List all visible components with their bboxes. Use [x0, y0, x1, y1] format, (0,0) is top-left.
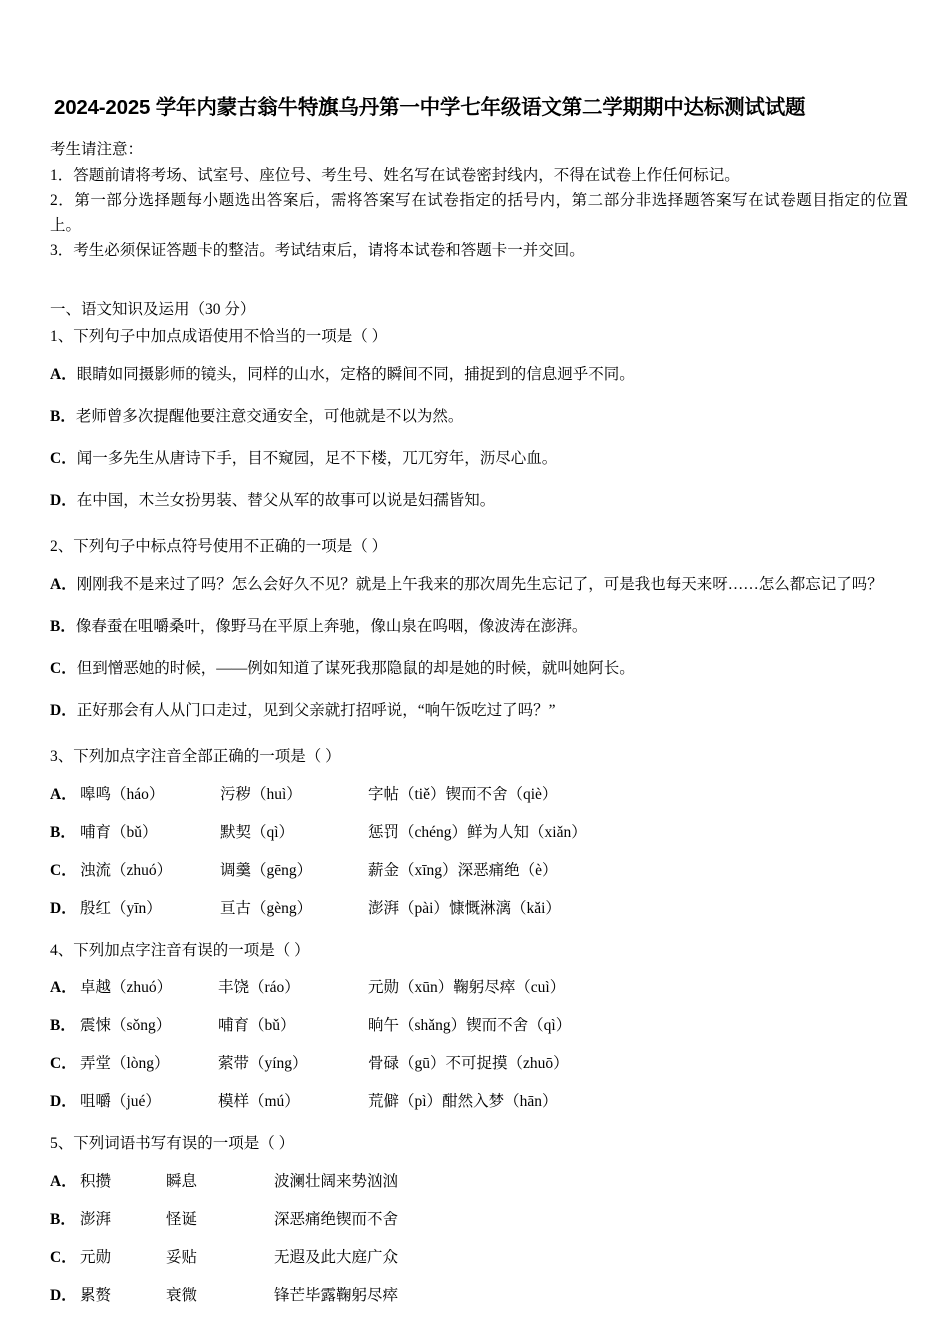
- option-b[interactable]: [50, 606, 908, 648]
- option-cell-3: 元勋（xūn）: [368, 979, 454, 997]
- option-cell-2: 妥贴: [166, 1249, 198, 1267]
- option-cell-2: 模样（mú）: [218, 1093, 300, 1111]
- option-cell-3: 深恶痛绝: [274, 1211, 337, 1229]
- option-text: 刚刚我不是来过了吗？怎么会好久不见？就是上午我来的那次周先生忘记了，可是我也每天来呀……怎么都忘记了吗？: [76, 575, 883, 593]
- option-cell-1: 殷红（yīn）: [80, 899, 162, 917]
- option-text: 像春蚕在咀嚼桑叶，像野马在平原上奔驰，像山泉在呜咽，像波涛在澎湃。: [75, 617, 588, 635]
- option-cell-1: 浊流（zhuó）: [80, 861, 173, 879]
- option-cell-3: 无遐及此: [274, 1249, 337, 1267]
- option-cell-1: 咀嚼（jué）: [80, 1093, 161, 1111]
- option-label: A．: [50, 1173, 77, 1191]
- question-1: [48, 325, 908, 522]
- section-heading-1: 一、语文知识及运用（30 分）: [50, 301, 256, 319]
- option-a[interactable]: [50, 564, 908, 606]
- option-cell-2: 丰饶（ráo）: [218, 979, 300, 997]
- notice-item-3: 3．考生必须保证答题卡的整洁。考试结束后，请将本试卷和答题卡一并交回。: [50, 242, 585, 260]
- option-label: C．: [50, 659, 77, 677]
- option-a[interactable]: [50, 774, 908, 812]
- option-cell-4: 不可捉摸（zhuō）: [445, 1055, 569, 1073]
- option-cell-1: 卓越（zhuó）: [80, 979, 173, 997]
- option-label: C．: [50, 861, 77, 879]
- option-label: C．: [50, 449, 77, 467]
- question-2: [48, 535, 908, 732]
- option-cell-3: 字帖（tiě）: [368, 785, 446, 803]
- option-label: B．: [50, 1211, 76, 1229]
- option-cell-2: 污秽（huì）: [220, 785, 302, 803]
- option-cell-3: 惩罚（chéng）: [368, 823, 468, 841]
- option-cell-4: 锲而不舍: [336, 1211, 399, 1229]
- option-c[interactable]: [50, 438, 908, 480]
- option-cell-3: 骨碌（gū）: [368, 1055, 446, 1073]
- question-3: [48, 745, 908, 926]
- option-b[interactable]: [50, 812, 908, 850]
- option-cell-3: 薪金（xīng）: [368, 861, 458, 879]
- option-cell-4: 大庭广众: [336, 1249, 399, 1267]
- option-cell-3: 晌午（shǎng）: [368, 1017, 467, 1035]
- option-cell-4: 锲而不舍（qì）: [466, 1017, 572, 1035]
- option-label: A．: [50, 365, 77, 383]
- option-a[interactable]: [50, 967, 908, 1005]
- question-5: [48, 1132, 908, 1313]
- option-c[interactable]: [50, 648, 908, 690]
- option-cell-1: 澎湃: [80, 1211, 112, 1229]
- option-d[interactable]: [50, 480, 908, 522]
- option-label: A．: [50, 575, 77, 593]
- option-cell-2: 调羹（gēng）: [220, 861, 313, 879]
- option-text: 但到憎恶她的时候，——例如知道了谋死我那隐鼠的却是她的时候，就叫她阿长。: [76, 659, 635, 677]
- option-label: B．: [50, 617, 76, 635]
- option-cell-1: 累赘: [80, 1287, 112, 1305]
- option-cell-4: 慷慨淋漓（kǎi）: [448, 899, 561, 917]
- question-stem: 2、下列句子中标点符号使用不正确的一项是（ ）: [50, 538, 388, 555]
- question-stem: 4、下列加点字注音有误的一项是（ ）: [50, 941, 310, 959]
- option-label: C．: [50, 1055, 77, 1073]
- option-label: A．: [50, 979, 77, 997]
- question-stem: 3、下列加点字注音全部正确的一项是（ ）: [50, 747, 341, 765]
- option-cell-2: 默契（qì）: [220, 823, 295, 841]
- option-text: 正好那会有人从门口走过，见到父亲就打招呼说，“响午饭吃过了吗？”: [76, 701, 556, 719]
- notice-heading: 考生请注意：: [50, 140, 144, 158]
- option-cell-2: 怪诞: [166, 1211, 198, 1229]
- question-4: [48, 939, 908, 1120]
- option-text: 眼睛如同摄影师的镜头，同样的山水，定格的瞬间不同，捕捉到的信息迥乎不同。: [76, 365, 635, 383]
- option-d[interactable]: [50, 888, 908, 926]
- option-c[interactable]: [50, 850, 908, 888]
- option-c[interactable]: [50, 1043, 908, 1081]
- option-cell-4: 锲而不舍（qiè）: [445, 785, 558, 803]
- option-b[interactable]: [50, 396, 908, 438]
- option-cell-4: 鲜为人知（xiǎn）: [467, 823, 587, 841]
- option-cell-4: 酣然入梦（hān）: [442, 1093, 558, 1111]
- option-cell-4: 鞠躬尽瘁（cuì）: [453, 979, 566, 997]
- option-cell-4: 鞠躬尽瘁: [336, 1287, 399, 1305]
- page-title: 2024-2025 学年内蒙古翁牛特旗乌丹第一中学七年级语文第二学期期中达标测试试题: [54, 96, 806, 119]
- option-a[interactable]: [50, 354, 908, 396]
- option-c[interactable]: [50, 1237, 908, 1275]
- option-label: D．: [50, 1093, 77, 1111]
- option-cell-3: 波澜壮阔: [274, 1173, 337, 1191]
- option-cell-1: 元勋: [80, 1249, 112, 1267]
- candidate-notice: [50, 137, 908, 264]
- option-cell-2: 衰微: [166, 1287, 198, 1305]
- option-cell-4: 深恶痛绝（è）: [457, 861, 558, 879]
- option-cell-3: 荒僻（pì）: [368, 1093, 443, 1111]
- option-label: D．: [50, 899, 77, 917]
- option-label: C．: [50, 1249, 77, 1267]
- option-b[interactable]: [50, 1199, 908, 1237]
- option-cell-1: 嗥鸣（háo）: [80, 785, 165, 803]
- question-stem: 5、下列词语书写有误的一项是（ ）: [50, 1135, 295, 1153]
- option-a[interactable]: [50, 1161, 908, 1199]
- option-text: 闻一多先生从唐诗下手，目不窥园，足不下楼，兀兀穷年，沥尽心血。: [76, 449, 558, 467]
- option-label: D．: [50, 1287, 77, 1305]
- option-cell-1: 哺育（bǔ）: [80, 823, 158, 841]
- option-d[interactable]: [50, 1275, 908, 1313]
- notice-item-1: 1．答题前请将考场、试室号、座位号、考生号、姓名写在试卷密封线内，不得在试卷上作任何标记。: [50, 166, 740, 184]
- option-cell-1: 震悚（sǒng）: [80, 1017, 172, 1035]
- option-label: D．: [50, 491, 77, 509]
- option-cell-3: 澎湃（pài）: [368, 899, 449, 917]
- option-text: 老师曾多次提醒他要注意交通安全，可他就是不以为然。: [75, 407, 464, 425]
- option-cell-2: 瞬息: [166, 1173, 198, 1191]
- option-cell-2: 哺育（bǔ）: [218, 1017, 296, 1035]
- question-stem: 1、下列句子中加点成语使用不恰当的一项是（ ）: [50, 328, 388, 346]
- option-label: B．: [50, 407, 76, 425]
- option-label: A．: [50, 785, 77, 803]
- option-label: B．: [50, 1017, 76, 1035]
- option-d[interactable]: [50, 690, 908, 732]
- option-cell-1: 积攒: [80, 1173, 112, 1191]
- notice-item-2: 2．第一部分选择题每小题选出答案后，需将答案写在试卷指定的括号内，第二部分非选择题答案写在试卷题目指定的位置上。: [50, 191, 908, 234]
- option-label: D．: [50, 701, 77, 719]
- option-cell-2: 亘古（gèng）: [220, 899, 313, 917]
- option-b[interactable]: [50, 1005, 908, 1043]
- option-cell-3: 锋芒毕露: [274, 1287, 337, 1305]
- option-label: B．: [50, 823, 76, 841]
- option-cell-1: 弄堂（lòng）: [80, 1055, 170, 1073]
- option-d[interactable]: [50, 1081, 908, 1119]
- option-text: 在中国，木兰女扮男装、替父从军的故事可以说是妇孺皆知。: [76, 491, 496, 509]
- option-cell-2: 萦带（yíng）: [218, 1055, 308, 1073]
- option-cell-4: 来势汹汹: [336, 1173, 399, 1191]
